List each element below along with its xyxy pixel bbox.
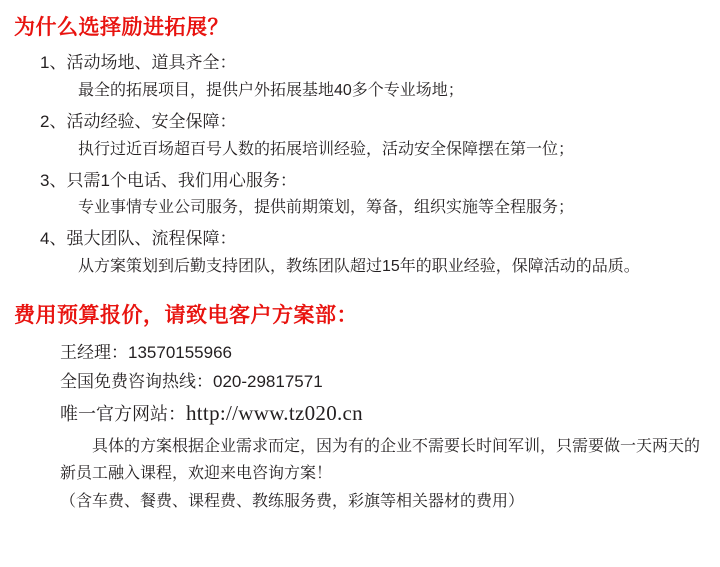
manager-label: 王经理： bbox=[60, 343, 128, 363]
reason-item bbox=[14, 49, 706, 104]
website-url[interactable]: http://www.tz020.cn bbox=[186, 400, 363, 425]
reason-detail: 专业事情专业公司服务，提供前期策划，筹备，组织实施等全程服务； bbox=[78, 199, 575, 217]
reason-title: 4、强大团队、流程保障： bbox=[40, 229, 237, 249]
website-label: 唯一官方网站： bbox=[60, 403, 186, 424]
note-fees: （含车费、餐费、课程费、教练服务费，彩旗等相关器材的费用） bbox=[60, 492, 525, 510]
hotline-label: 全国免费咨询热线： bbox=[60, 371, 213, 391]
contact-manager bbox=[14, 339, 706, 367]
reason-title: 3、只需1个电话、我们用心服务： bbox=[40, 170, 297, 190]
reason-title: 2、活动经验、安全保障： bbox=[40, 112, 237, 132]
contact-hotline bbox=[14, 368, 706, 396]
note-paragraph bbox=[14, 433, 706, 488]
reason-item bbox=[14, 108, 706, 163]
quote-heading: 费用预算报价，请致电客户方案部： bbox=[14, 304, 358, 328]
note-paragraph-text: 具体的方案根据企业需求而定，因为有的企业不需要长时间军训，只需要做一天两天的新员工融入课程，欢迎来电咨询方案！ bbox=[60, 437, 701, 483]
contact-website bbox=[14, 396, 706, 431]
reason-detail: 从方案策划到后勤支持团队，教练团队超过15年的职业经验，保障活动的品质。 bbox=[78, 257, 640, 275]
reason-item bbox=[14, 225, 706, 280]
reason-detail: 执行过近百场超百号人数的拓展培训经验，活动安全保障摆在第一位； bbox=[78, 140, 575, 158]
hotline-phone: 020-29817571 bbox=[213, 371, 323, 391]
reason-item bbox=[14, 167, 706, 222]
manager-phone: 13570155966 bbox=[128, 343, 233, 363]
reason-title: 1、活动场地、道具齐全： bbox=[40, 53, 237, 73]
page-title: 为什么选择励进拓展？ bbox=[14, 16, 229, 39]
reason-detail: 最全的拓展项目，提供户外拓展基地40多个专业场地； bbox=[78, 81, 464, 99]
